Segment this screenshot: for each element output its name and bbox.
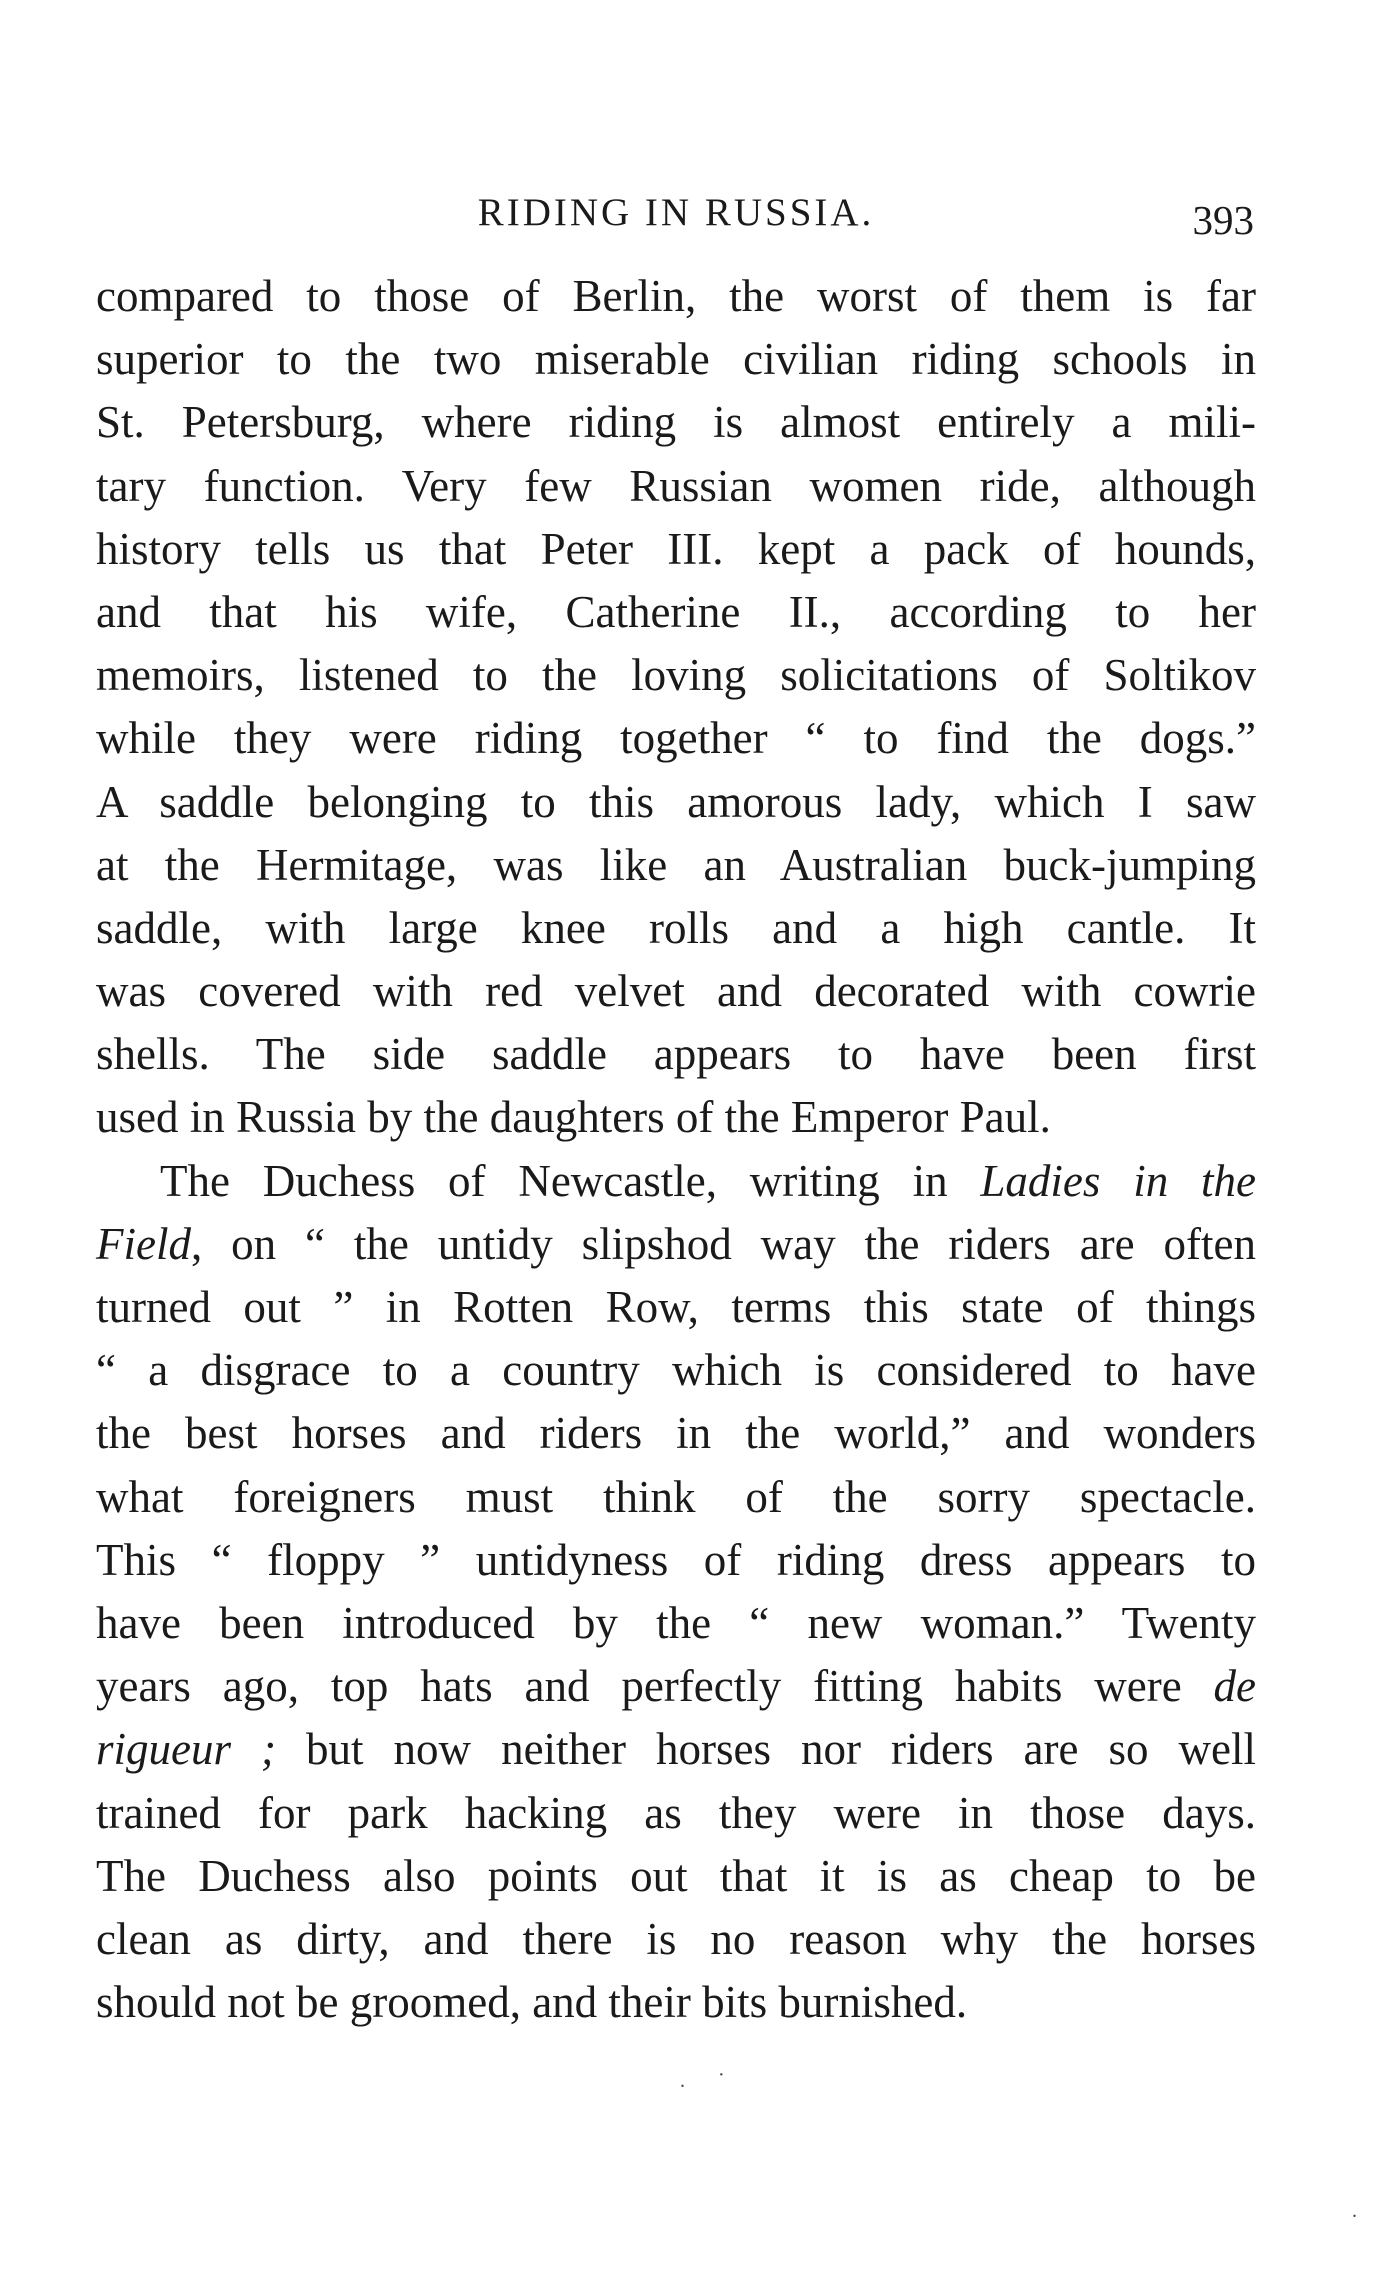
text-line xyxy=(96,328,1256,391)
text-line xyxy=(96,897,1256,960)
text-line xyxy=(96,1529,1256,1592)
body-text xyxy=(96,265,1256,2034)
text-line xyxy=(96,960,1256,1023)
text-segment: , on “ the untidy slipshod way the riders are often xyxy=(190,1218,1256,1269)
text-line xyxy=(96,1845,1256,1908)
text-segment: at the Hermitage, was like an Australian buck-jumping xyxy=(96,839,1256,890)
italic-text-segment: rigueur ; xyxy=(96,1724,277,1775)
text-line xyxy=(96,1718,1256,1781)
italic-text-segment: Field xyxy=(96,1218,191,1269)
text-line xyxy=(96,1150,1256,1213)
page-number: 393 xyxy=(1192,197,1254,243)
text-segment: tary function. Very few Russian women ride, although xyxy=(96,460,1256,511)
running-head xyxy=(96,190,1256,250)
text-line xyxy=(96,1971,1256,2034)
text-segment: should not be groomed, and their bits burnished. xyxy=(96,1977,968,2028)
text-line xyxy=(96,1908,1256,1971)
running-title: RIDING IN RUSSIA. xyxy=(477,191,875,234)
text-line xyxy=(96,1655,1256,1718)
italic-text-segment: de xyxy=(1213,1661,1256,1712)
text-segment: history tells us that Peter III. kept a pack of hounds, xyxy=(96,523,1256,574)
text-line xyxy=(96,1402,1256,1465)
text-line xyxy=(96,1592,1256,1655)
text-segment: the best horses and riders in the world,” and wonders xyxy=(96,1408,1256,1459)
text-line xyxy=(96,644,1256,707)
stray-mark: . xyxy=(1352,2200,1357,2222)
text-segment: memoirs, listened to the loving solicitations of Soltikov xyxy=(96,650,1256,701)
text-segment: while they were riding together “ to find the dogs.” xyxy=(96,713,1256,764)
text-line xyxy=(96,391,1256,454)
text-line xyxy=(96,834,1256,897)
text-segment: used in Russia by the daughters of the Emperor Paul. xyxy=(96,1092,1051,1143)
text-segment: have been introduced by the “ new woman.” Twenty xyxy=(96,1597,1256,1648)
text-segment: superior to the two miserable civilian riding schools in xyxy=(96,334,1256,385)
text-line xyxy=(96,1339,1256,1402)
text-segment: St. Petersburg, where riding is almost entirely a mili- xyxy=(96,397,1256,448)
text-segment: and that his wife, Catherine II., according to her xyxy=(96,586,1256,637)
text-line xyxy=(96,265,1256,328)
italic-text-segment: Ladies in the xyxy=(980,1155,1256,1206)
text-segment: compared to those of Berlin, the worst of them is far xyxy=(96,271,1256,321)
text-line xyxy=(96,1086,1256,1149)
text-segment: but now neither horses nor riders are so well xyxy=(276,1724,1256,1775)
text-line xyxy=(96,455,1256,518)
text-segment: This “ floppy ” untidyness of riding dress appears to xyxy=(96,1534,1256,1585)
text-segment: turned out ” in Rotten Row, terms this state of things xyxy=(96,1282,1256,1332)
text-segment: trained for park hacking as they were in those days. xyxy=(96,1787,1256,1838)
stray-mark: . xyxy=(680,2070,685,2092)
text-segment: shells. The side saddle appears to have been first xyxy=(96,1029,1256,1080)
text-line xyxy=(96,771,1256,834)
text-segment: A saddle belonging to this amorous lady, which I saw xyxy=(96,776,1256,827)
text-segment: The Duchess of Newcastle, writing in xyxy=(160,1155,981,1206)
text-segment: The Duchess also points out that it is as cheap to be xyxy=(96,1850,1256,1901)
text-segment: was covered with red velvet and decorated with cowrie xyxy=(96,966,1256,1017)
text-line xyxy=(96,518,1256,581)
text-segment: saddle, with large knee rolls and a high cantle. It xyxy=(96,902,1256,953)
stray-mark: · xyxy=(718,2064,725,2086)
text-line xyxy=(96,581,1256,644)
text-line xyxy=(96,1023,1256,1086)
text-segment: what foreigners must think of the sorry spectacle. xyxy=(96,1471,1256,1522)
text-line xyxy=(96,1213,1256,1276)
text-segment: “ a disgrace to a country which is considered to have xyxy=(96,1345,1256,1396)
text-line xyxy=(96,1276,1256,1339)
text-segment: years ago, top hats and perfectly fitting habits were xyxy=(96,1661,1214,1712)
text-line xyxy=(96,1466,1256,1529)
text-line xyxy=(96,1782,1256,1845)
text-line xyxy=(96,707,1256,770)
text-segment: clean as dirty, and there is no reason why the horses xyxy=(96,1913,1256,1964)
